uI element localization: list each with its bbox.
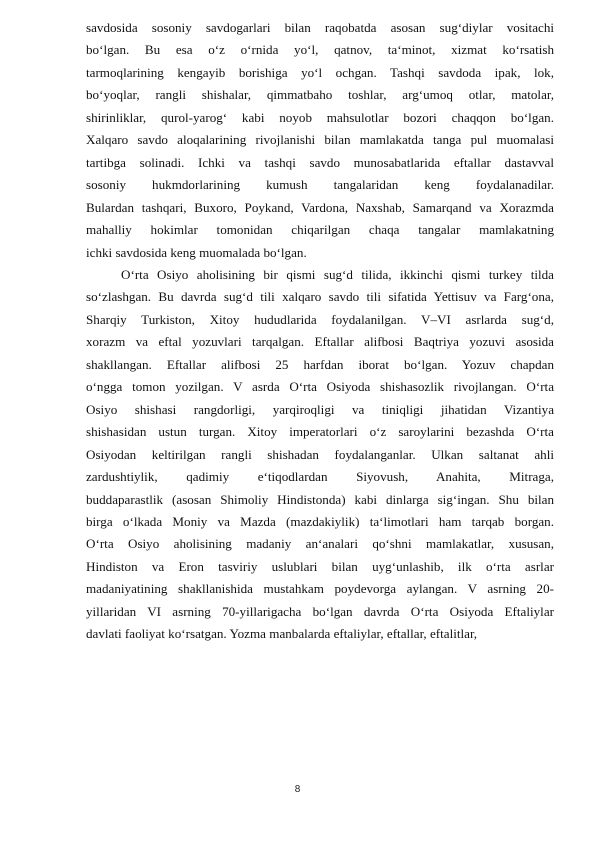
text-line: mahalliy hokimlar tomonidan chiqarilgan chaqa tangalar mamlakatning [86,222,554,238]
body-text [86,17,554,646]
text-line: bo‘lgan. Bu esa o‘z o‘rnida yo‘l, qatnov, ta‘minot, xizmat ko‘rsatish [86,42,554,58]
text-line: Xalqaro savdo aloqalarining rivojlanishi bilan mamlakatda tanga pul muomalasi [86,132,554,148]
text-line: o‘ngga tomon yozilgan. V asrda O‘rta Osiyoda shishasozlik rivojlangan. O‘rta [86,379,554,395]
text-line: madaniyatining shakllanishida mustahkam poydevorga aylangan. V asrning 20- [86,581,554,597]
text-line: shishasidan ustun turgan. Xitoy imperatorlari o‘z saroylarini bezashda O‘rta [86,424,554,440]
text-line: bo‘yoqlar, rangli shishalar, qimmatbaho toshlar, arg‘umoq otlar, matolar, [86,87,554,103]
text-line: tarmoqlarining kengayib borishiga yo‘l ochgan. Tashqi savdoda ipak, lok, [86,64,554,80]
text-line: davlati faoliyat ko‘rsatgan. Yozma manbalarda eftaliylar, eftallar, eftalitlar, [86,626,478,642]
text-line: zardushtiylik, qadimiy e‘tiqodlardan Siyovush, Anahita, Mitraga, [86,469,554,485]
text-line: shirinliklar, qurol-yarog‘ kabi noyob mahsulotlar bozori chaqqon bo‘lgan. [86,109,554,125]
text-line: Osiyo shishasi rangdorligi, yarqiroqligi va tiniqligi jihatidan Vizantiya [86,401,554,417]
paragraph [86,264,554,646]
text-line: O‘rta Osiyo aholisining bir qismi sug‘d tilida, ikkinchi qismi turkey tilda [121,266,554,282]
text-line: ichki savdosida keng muomalada bo‘lgan. [86,244,307,260]
text-line: so‘zlashgan. Bu davrda sug‘d tili xalqaro savdo tili sifatida Yettisuv va Farg‘ona, [86,289,554,305]
text-line: tartibga solinadi. Ichki va tashqi savdo munosabatlarida eftallar dastavval [86,154,554,170]
text-line: savdosida sosoniy savdogarlari bilan raqobatda asosan sug‘diylar vositachi [86,20,554,35]
text-line: buddaparastlik (asosan Shimoliy Hindistonda) kabi dinlarga sig‘ingan. Shu bilan [86,491,554,507]
text-line: birga o‘lkada Moniy va Mazda (mazdakiylik) ta‘limotlari ham tarqab borgan. [86,513,554,529]
text-line: Hindiston va Eron tasviriy uslublari bilan uyg‘unlashib, ilk o‘rta asrlar [86,558,554,574]
text-line: Bulardan tashqari, Buxoro, Poykand, Vardona, Naxshab, Samarqand va Xorazmda [86,199,554,215]
text-line: Osiyodan keltirilgan rangli shishadan foydalanganlar. Ulkan saltanat ahli [86,446,554,462]
text-line: shakllangan. Eftallar alifbosi 25 harfdan iborat bo‘lgan. Yozuv chapdan [86,356,554,372]
text-line: yillaridan VI asrning 70-yillarigacha bo‘lgan davrda O‘rta Osiyoda Eftaliylar [86,603,554,619]
text-line: xorazm va eftal yozuvlari tarqalgan. Eftallar alifbosi Baqtriya yozuvi asosida [86,334,554,350]
text-line: sosoniy hukmdorlarining kumush tangalaridan keng foydalanadilar. [86,177,554,193]
text-line: Sharqiy Turkiston, Xitoy hududlarida foydalanilgan. V–VI asrlarda sug‘d, [86,311,554,327]
paragraph [86,17,554,264]
page-number: 8 [294,784,301,795]
text-line: O‘rta Osiyo aholisining madaniy an‘analari qo‘shni mamlakatlar, xususan, [86,536,554,552]
